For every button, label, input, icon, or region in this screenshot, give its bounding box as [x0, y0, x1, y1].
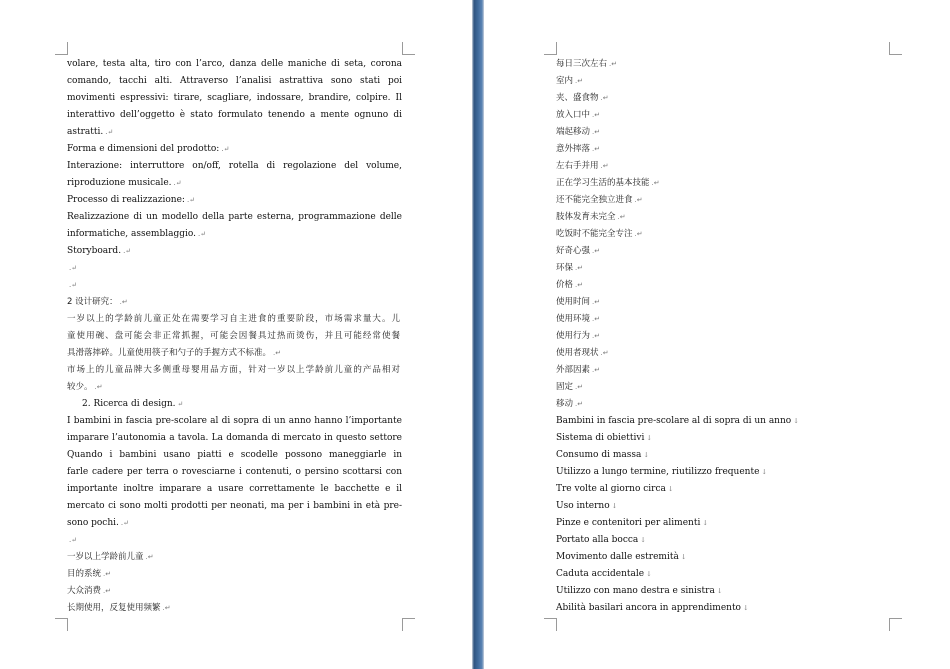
- paragraph-mark: .↵: [575, 383, 584, 391]
- paragraph-mark: .↵: [575, 264, 584, 272]
- text-line[interactable]: [67, 243, 402, 260]
- line-text: I bambini in fascia pre-scolare al di sopra di un anno hanno l’importante: [67, 416, 402, 426]
- crop-mark-bottom-left: [55, 618, 68, 631]
- line-text: 长期使用，反复使用频繁: [67, 603, 161, 613]
- line-text: Caduta accidentale: [556, 569, 645, 579]
- text-line[interactable]: [556, 294, 896, 311]
- paragraph-mark: .↵: [609, 60, 618, 68]
- text-line[interactable]: [556, 379, 896, 396]
- text-line[interactable]: [67, 294, 402, 311]
- text-line[interactable]: [556, 277, 896, 294]
- paragraph-mark: ↓: [667, 485, 674, 493]
- paragraph-mark: .↵: [69, 536, 78, 544]
- paragraph-mark: .↵: [120, 519, 129, 527]
- line-text: Quando i bambini usano piatti e scodelle possono maneggiarle in: [67, 450, 402, 460]
- paragraph-mark: ↓: [742, 604, 749, 612]
- line-text: 价格: [556, 280, 574, 290]
- line-text: 市场上的儿童品牌大多侧重母婴用品方面，针对一岁以上学龄前儿童的产品相对: [67, 365, 400, 375]
- text-line[interactable]: [556, 107, 896, 124]
- line-text: comando, tacchi alti. Attraverso l’analisi astrattiva sono stati poi: [67, 76, 402, 86]
- paragraph-mark: .↵: [600, 94, 609, 102]
- paragraph-mark: .↵: [592, 315, 601, 323]
- text-line[interactable]: [556, 413, 896, 430]
- line-text: sono pochi.: [67, 518, 119, 528]
- line-text: 环保: [556, 263, 574, 273]
- paragraph-mark: .↵: [162, 604, 171, 612]
- line-text: Movimento dalle estremità: [556, 552, 679, 562]
- paragraph-mark: .↵: [634, 230, 643, 238]
- page-separator: [472, 0, 484, 669]
- text-line[interactable]: [67, 481, 402, 498]
- crop-mark-top-left: [55, 42, 68, 55]
- text-line[interactable]: [556, 600, 896, 617]
- text-line[interactable]: [67, 345, 402, 362]
- paragraph-mark: .↵: [198, 230, 207, 238]
- line-text: 使用行为: [556, 331, 591, 341]
- paragraph-mark: .↵: [103, 587, 112, 595]
- paragraph-mark: .↵: [592, 247, 601, 255]
- line-text: volare, testa alta, tiro con l’arco, danza delle maniche di seta, corona: [67, 59, 402, 69]
- text-line[interactable]: [67, 277, 402, 294]
- line-text: 室内: [556, 76, 574, 86]
- paragraph-mark: .↵: [94, 383, 103, 391]
- text-line[interactable]: [556, 175, 896, 192]
- text-line[interactable]: [556, 56, 896, 73]
- crop-mark-top-right: [402, 42, 415, 55]
- paragraph-mark: .↵: [119, 298, 128, 306]
- line-text: Bambini in fascia pre-scolare al di sopra di un anno: [556, 416, 792, 426]
- line-text: informatiche, assemblaggio.: [67, 229, 196, 239]
- line-text: 端起移动: [556, 127, 591, 137]
- text-line[interactable]: [556, 566, 896, 583]
- text-line[interactable]: [556, 464, 896, 481]
- text-line[interactable]: [67, 430, 402, 447]
- line-text: 2. Ricerca di design.: [82, 399, 176, 409]
- text-line[interactable]: [67, 566, 402, 583]
- line-text: 移动: [556, 399, 574, 409]
- text-line[interactable]: [67, 464, 402, 481]
- line-text: 使用者现状: [556, 348, 599, 358]
- line-text: 夹、盛食物: [556, 93, 599, 103]
- line-text: 左右手并用: [556, 161, 599, 171]
- text-line[interactable]: [67, 209, 402, 226]
- text-line[interactable]: [67, 192, 402, 209]
- text-line[interactable]: [556, 73, 896, 90]
- line-text: 吃饭时不能完全专注: [556, 229, 633, 239]
- text-line[interactable]: [67, 158, 402, 175]
- line-text: 外部因素: [556, 365, 591, 375]
- text-line[interactable]: [67, 532, 402, 549]
- line-text: Realizzazione di un modello della parte esterna, programmazione delle: [67, 212, 402, 222]
- line-text: Interazione: interruttore on/off, rotella di regolazione del volume,: [67, 161, 402, 171]
- line-text: Uso interno: [556, 501, 610, 511]
- paragraph-mark: ↓: [646, 434, 653, 442]
- line-text: Sistema di obiettivi: [556, 433, 645, 443]
- text-line[interactable]: [556, 549, 896, 566]
- text-line[interactable]: [67, 124, 402, 141]
- line-text: 童使用碗、盘可能会非正常抓握，可能会因餐具过热而烫伤，并且可能经常使餐: [67, 331, 400, 341]
- line-text: 一岁以上学龄前儿童: [67, 552, 144, 562]
- paragraph-mark: ↓: [640, 536, 647, 544]
- paragraph-mark: .↵: [69, 281, 78, 289]
- paragraph-mark: .↵: [617, 213, 626, 221]
- paragraph-mark: ↓: [643, 451, 650, 459]
- line-text: Pinze e contenitori per alimenti: [556, 518, 701, 528]
- text-line[interactable]: [556, 192, 896, 209]
- text-line[interactable]: [67, 260, 402, 277]
- paragraph-mark: ↓: [702, 519, 709, 527]
- paragraph-mark: .↵: [600, 162, 609, 170]
- text-line[interactable]: [556, 362, 896, 379]
- text-line[interactable]: [556, 226, 896, 243]
- line-text: 使用环境: [556, 314, 591, 324]
- paragraph-mark: .↵: [186, 196, 196, 204]
- line-text: 放入口中: [556, 110, 591, 120]
- line-text: farle cadere per terra o rovesciarne i contenuti, o persino scottarsi con: [67, 467, 402, 477]
- crop-mark-top-left: [544, 42, 557, 55]
- right-page-body-text[interactable]: [556, 56, 896, 617]
- line-text: 肢体发育未完全: [556, 212, 616, 222]
- text-line[interactable]: [556, 430, 896, 447]
- line-text: astratti.: [67, 127, 104, 137]
- line-text: interattivo dell’oggetto è stato formulato tenendo a mente ognuno di: [67, 110, 402, 120]
- paragraph-mark: .↵: [634, 196, 643, 204]
- text-line[interactable]: [556, 141, 896, 158]
- text-line[interactable]: [556, 532, 896, 549]
- paragraph-mark: .↵: [103, 570, 112, 578]
- line-text: 意外摔落: [556, 144, 591, 154]
- paragraph-mark: .↵: [105, 128, 114, 136]
- paragraph-mark: .↵: [145, 553, 154, 561]
- paragraph-mark: ↓: [716, 587, 723, 595]
- line-text: importante inoltre imparare a usare correttamente le bacchette e il: [67, 484, 402, 494]
- text-line[interactable]: [556, 90, 896, 107]
- paragraph-mark: ↓: [611, 502, 618, 510]
- text-line[interactable]: [67, 226, 402, 243]
- crop-mark-bottom-right: [402, 618, 415, 631]
- line-text: Forma e dimensioni del prodotto:: [67, 144, 220, 154]
- line-text: movimenti espressivi: tirare, scagliare, indossare, brandire, colpire. Il: [67, 93, 402, 103]
- text-line[interactable]: [67, 311, 402, 328]
- paragraph-mark: .↵: [592, 332, 601, 340]
- paragraph-mark: .↵: [592, 298, 601, 306]
- text-line[interactable]: [67, 107, 402, 124]
- text-line[interactable]: [556, 345, 896, 362]
- line-text: 目的系统: [67, 569, 102, 579]
- line-text: 使用时间: [556, 297, 591, 307]
- text-line[interactable]: [67, 379, 402, 396]
- text-line[interactable]: [67, 583, 402, 600]
- line-text: Portato alla bocca: [556, 535, 639, 545]
- text-line[interactable]: [67, 600, 402, 617]
- line-text: 2 设计研究：: [67, 297, 118, 307]
- crop-mark-bottom-right: [889, 618, 902, 631]
- paragraph-mark: .↵: [173, 179, 182, 187]
- text-line[interactable]: [67, 515, 402, 532]
- paragraph-mark: .↵: [123, 247, 132, 255]
- line-text: 固定: [556, 382, 574, 392]
- paragraph-mark: .↵: [592, 145, 601, 153]
- text-line[interactable]: [67, 362, 402, 379]
- line-text: Abilità basilari ancora in apprendimento: [556, 603, 741, 613]
- text-line[interactable]: [556, 243, 896, 260]
- paragraph-mark: ↓: [646, 570, 652, 578]
- paragraph-mark: .↵: [592, 366, 601, 374]
- line-text: Consumo di massa: [556, 450, 642, 460]
- paragraph-mark: .↵: [221, 145, 230, 153]
- text-line[interactable]: [556, 209, 896, 226]
- paragraph-mark: .↵: [273, 349, 282, 357]
- text-line[interactable]: [67, 498, 402, 515]
- paragraph-mark: ↵: [177, 400, 184, 408]
- paragraph-mark: .↵: [575, 77, 584, 85]
- line-text: 正在学习生活的基本技能: [556, 178, 650, 188]
- text-line[interactable]: [556, 124, 896, 141]
- line-text: 大众消费: [67, 586, 102, 596]
- text-line[interactable]: [67, 56, 402, 73]
- line-text: mercato ci sono molti prodotti per neonati, ma per i bambini in età pre-: [67, 501, 402, 511]
- paragraph-mark: .↵: [600, 349, 609, 357]
- line-text: 还不能完全独立进食: [556, 195, 633, 205]
- line-text: riproduzione musicale.: [67, 178, 172, 188]
- line-text: 每日三次左右: [556, 59, 608, 69]
- text-line[interactable]: [67, 90, 402, 107]
- line-text: 较少。: [67, 382, 93, 392]
- text-line[interactable]: [67, 549, 402, 566]
- text-line[interactable]: [67, 413, 402, 430]
- line-text: 具滑落摔碎。儿童使用筷子和勺子的手握方式不标准。: [67, 348, 272, 358]
- line-text: Utilizzo a lungo termine, riutilizzo frequente: [556, 467, 760, 477]
- text-line[interactable]: [556, 158, 896, 175]
- text-line[interactable]: [556, 481, 896, 498]
- paragraph-mark: .↵: [651, 179, 660, 187]
- text-line[interactable]: [556, 311, 896, 328]
- text-line[interactable]: [556, 583, 896, 600]
- line-text: 好奇心强: [556, 246, 591, 256]
- text-line[interactable]: [67, 175, 402, 192]
- paragraph-mark: ↓: [680, 553, 687, 561]
- text-line[interactable]: [67, 73, 402, 90]
- paragraph-mark: ↓: [761, 468, 768, 476]
- paragraph-mark: .↵: [592, 128, 601, 136]
- text-line[interactable]: [556, 328, 896, 345]
- left-page-body-text[interactable]: [67, 56, 402, 617]
- paragraph-mark: .↵: [575, 400, 584, 408]
- line-text: Tre volte al giorno circa: [556, 484, 666, 494]
- line-text: Processo di realizzazione:: [67, 195, 185, 205]
- crop-mark-top-right: [889, 42, 902, 55]
- text-line[interactable]: [67, 141, 402, 158]
- paragraph-mark: .↵: [69, 264, 78, 272]
- paragraph-mark: .↵: [575, 281, 584, 289]
- text-line[interactable]: [67, 396, 402, 413]
- line-text: 一岁以上的学龄前儿童正处在需要学习自主进食的重要阶段，市场需求量大。儿: [67, 314, 400, 324]
- text-line[interactable]: [67, 447, 402, 464]
- text-line[interactable]: [556, 447, 896, 464]
- text-line[interactable]: [556, 498, 896, 515]
- line-text: imparare l’autonomia a tavola. La domanda di mercato in questo settore: [67, 433, 402, 443]
- crop-mark-bottom-left: [544, 618, 557, 631]
- paragraph-mark: .↵: [592, 111, 601, 119]
- text-line[interactable]: [556, 515, 896, 532]
- text-line[interactable]: [556, 260, 896, 277]
- text-line[interactable]: [67, 328, 402, 345]
- line-text: Storyboard.: [67, 246, 122, 256]
- line-text: Utilizzo con mano destra e sinistra: [556, 586, 715, 596]
- text-line[interactable]: [556, 396, 896, 413]
- paragraph-mark: ↓: [793, 417, 800, 425]
